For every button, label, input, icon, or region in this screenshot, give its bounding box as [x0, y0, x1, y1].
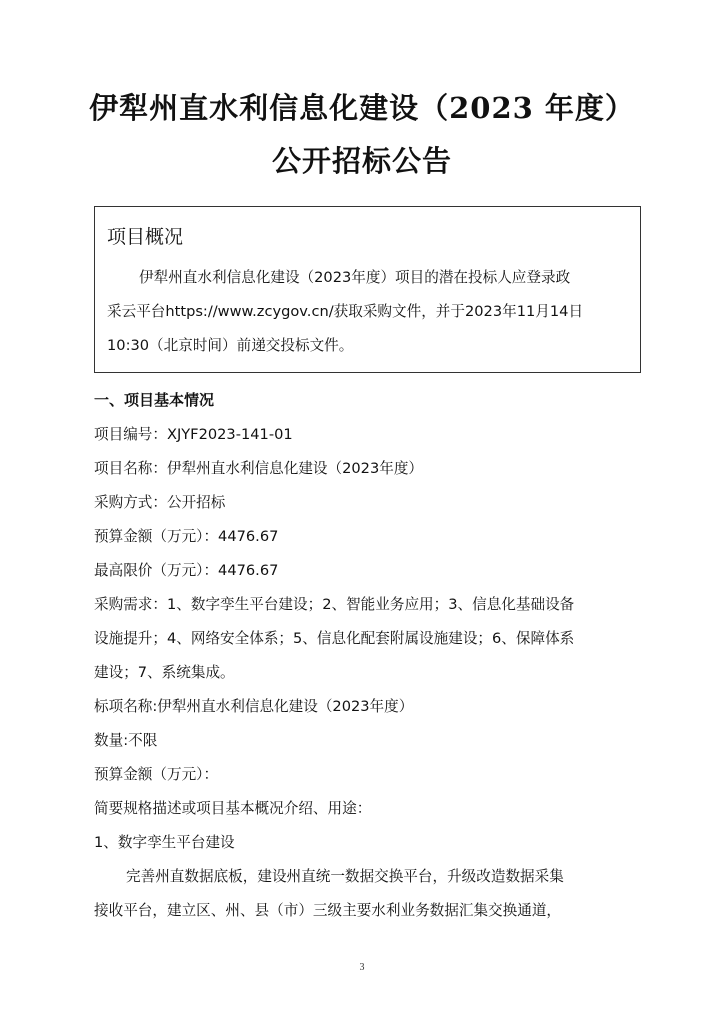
lot-budget: 预算金额（万元）：	[94, 766, 219, 783]
budget-amount: 预算金额（万元）：4476.67	[94, 528, 279, 545]
document-subtitle: 公开招标公告	[271, 144, 452, 178]
requirements-line: 采购需求：1、数字孪生平台建设；2、智能业务应用；3、信息化基础设备	[94, 596, 575, 613]
body-paragraph-line: 接收平台，建立区、州、县（市）三级主要水利业务数据汇集交换通道，	[94, 902, 562, 919]
lot-name: 标项名称:伊犁州直水利信息化建设（2023年度）	[94, 698, 414, 715]
requirements-line: 设施提升；4、网络安全体系；5、信息化配套附属设施建设；6、保障体系	[94, 630, 575, 647]
description-label: 简要规格描述或项目基本概况介绍、用途：	[94, 800, 372, 817]
project-overview-box	[94, 206, 641, 373]
document-title: 伊犁州直水利信息化建设（2023 年度）	[89, 91, 635, 125]
max-price: 最高限价（万元）：4476.67	[94, 562, 279, 579]
overview-line: 10:30（北京时间）前递交投标文件。	[107, 337, 354, 354]
requirements-line: 建设；7、系统集成。	[94, 664, 235, 681]
section-heading: 一、项目基本情况	[94, 391, 215, 409]
procurement-method: 采购方式：公开招标	[94, 494, 226, 511]
quantity: 数量:不限	[94, 732, 158, 749]
subsection-heading: 1、数字孪生平台建设	[94, 834, 235, 851]
overview-heading: 项目概况	[107, 226, 184, 248]
overview-line: 伊犁州直水利信息化建设（2023年度）项目的潜在投标人应登录政	[139, 269, 571, 286]
page-number: 3	[359, 962, 365, 973]
project-name: 项目名称：伊犁州直水利信息化建设（2023年度）	[94, 460, 424, 477]
body-paragraph-line: 完善州直数据底板，建设州直统一数据交换平台，升级改造数据采集	[126, 868, 564, 885]
overview-line: 采云平台https://www.zcygov.cn/获取采购文件，并于2023年11月14日	[107, 303, 584, 320]
project-number: 项目编号：XJYF2023-141-01	[94, 426, 293, 443]
